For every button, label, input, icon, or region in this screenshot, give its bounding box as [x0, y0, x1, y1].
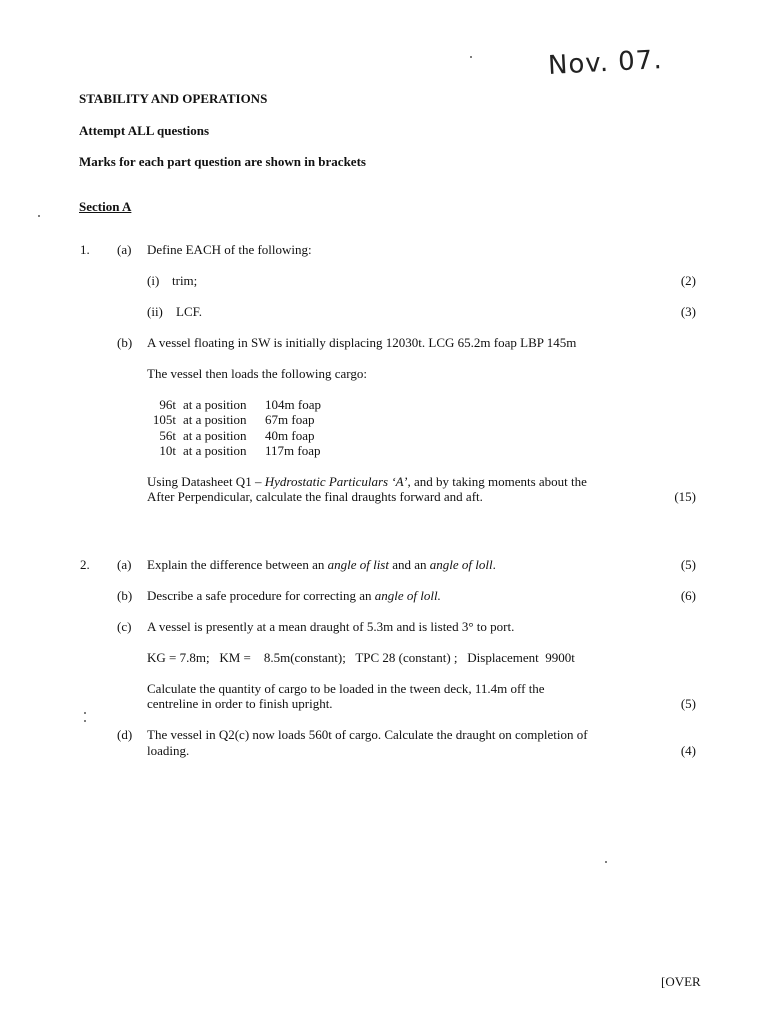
q2a-label: (a)	[117, 557, 132, 572]
q2d-line1: The vessel in Q2(c) now loads 560t of cargo. Calculate the draught on completion of	[147, 727, 588, 742]
q1a-label: (a)	[117, 242, 132, 257]
q1b-using-post: and by taking moments about the	[410, 474, 587, 489]
q2b-label: (b)	[117, 588, 133, 603]
scan-speck	[38, 215, 40, 217]
cargo-distance: 40m foap	[265, 428, 315, 443]
q1a-ii-text: LCF.	[176, 304, 203, 319]
cargo-row	[148, 397, 337, 413]
q1b-using-line1	[147, 474, 587, 490]
scan-speck	[84, 712, 86, 714]
instruction-marks: Marks for each part question are shown in brackets	[79, 154, 366, 169]
cargo-mass: 10t	[159, 443, 176, 458]
q2c-label: (c)	[117, 619, 132, 634]
q2c-calc-line1: Calculate the quantity of cargo to be loaded in the tween deck, 11.4m off the	[147, 681, 545, 696]
q2b-pre: Describe a safe procedure for correcting an	[147, 588, 375, 603]
term-angle-of-loll: angle of loll	[429, 557, 493, 572]
q1b-marks: (15)	[674, 489, 696, 504]
q1a-ii-label: (ii)	[147, 304, 163, 319]
q1b-loads-text: The vessel then loads the following cargo:	[147, 366, 367, 381]
datasheet-name: Hydrostatic Particulars ‘A’,	[264, 474, 411, 489]
q1a-ii-marks: (3)	[680, 304, 696, 319]
cargo-row	[148, 412, 337, 428]
term-angle-of-loll: angle of loll.	[374, 588, 441, 603]
cargo-distance: 67m foap	[265, 412, 315, 427]
over-marker: [OVER	[661, 974, 701, 989]
q1a-i-text: trim;	[172, 273, 198, 288]
cargo-position: at a position	[183, 397, 247, 412]
q2-number: 2.	[80, 557, 90, 572]
q2a-text	[147, 557, 496, 573]
q1b-text: A vessel floating in SW is initially displacing 12030t. LCG 65.2m foap LBP 145m	[147, 335, 577, 350]
q2c-data: KG = 7.8m; KM = 8.5m(constant); TPC 28 (constant) ; Displacement 9900t	[147, 650, 575, 665]
cargo-mass: 105t	[152, 412, 176, 427]
q2d-label: (d)	[117, 727, 133, 742]
q1a-i-label: (i)	[147, 273, 160, 288]
cargo-row	[148, 428, 337, 444]
section-heading: Section A	[79, 199, 132, 214]
cargo-row	[148, 443, 337, 459]
q2c-text: A vessel is presently at a mean draught of 5.3m and is listed 3° to port.	[147, 619, 515, 634]
q1-number: 1.	[80, 242, 90, 257]
cargo-mass: 56t	[159, 428, 176, 443]
scan-speck	[84, 720, 86, 722]
q2a-marks: (5)	[680, 557, 696, 572]
q2b-text	[147, 588, 441, 604]
cargo-mass: 96t	[159, 397, 176, 412]
q1b-label: (b)	[117, 335, 133, 350]
paper-title: STABILITY AND OPERATIONS	[79, 91, 268, 106]
cargo-position: at a position	[183, 412, 247, 427]
cargo-position: at a position	[183, 443, 247, 458]
scan-speck	[470, 56, 472, 58]
term-angle-of-list: angle of list	[327, 557, 389, 572]
q2b-marks: (6)	[680, 588, 696, 603]
cargo-position: at a position	[183, 428, 247, 443]
q1a-i-marks: (2)	[680, 273, 696, 288]
q2c-marks: (5)	[680, 696, 696, 711]
handwritten-date: Nov. 07.	[547, 45, 664, 81]
q2d-marks: (4)	[680, 743, 696, 758]
q1a-text: Define EACH of the following:	[147, 242, 312, 257]
cargo-distance: 117m foap	[265, 443, 321, 458]
q1b-using-pre: Using Datasheet Q1 –	[147, 474, 265, 489]
instruction-attempt-all: Attempt ALL questions	[79, 123, 210, 138]
q2a-pre: Explain the difference between an	[147, 557, 328, 572]
cargo-distance: 104m foap	[265, 397, 321, 412]
q2d-line2: loading.	[147, 743, 190, 758]
scan-speck	[605, 861, 607, 863]
q2c-calc-line2: centreline in order to finish upright.	[147, 696, 333, 711]
q2a-post: .	[492, 557, 496, 572]
q1b-using-line2: After Perpendicular, calculate the final draughts forward and aft.	[147, 489, 483, 504]
q2a-mid: and an	[388, 557, 430, 572]
